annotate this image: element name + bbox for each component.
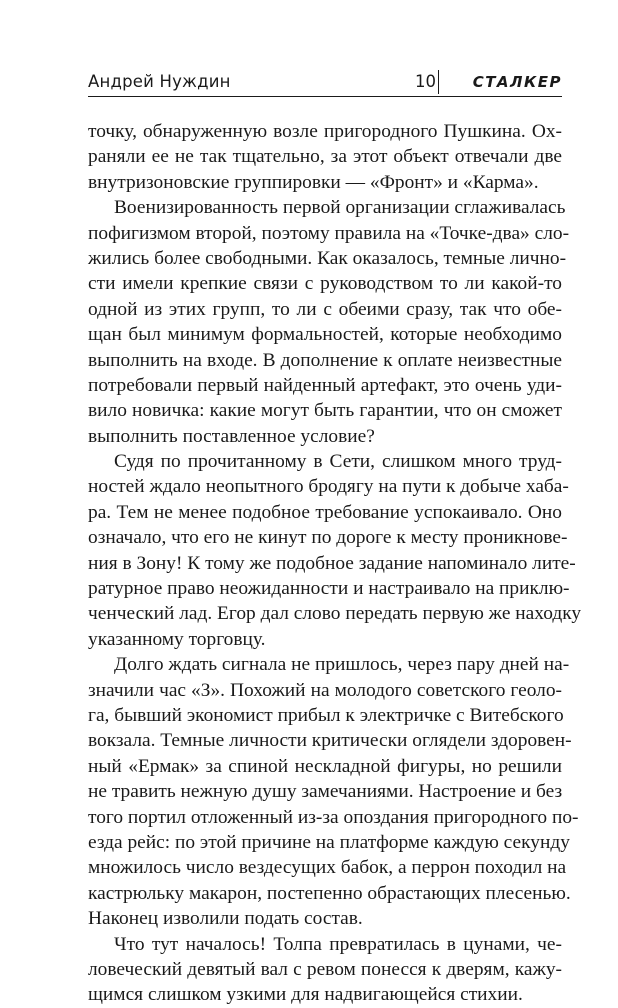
paragraph (88, 449, 582, 652)
text-line: ченческий лад. Егор дал слово передать первую же находку (88, 603, 582, 625)
text-line: вило новичка: какие могут быть гарантии, что он сможет (88, 400, 562, 422)
body-text (88, 119, 582, 1008)
text-line: езда рейс: по этой причине на платформе каждую секунду (88, 831, 570, 853)
paragraph (88, 195, 570, 449)
running-head (88, 70, 562, 94)
text-line: раняли ее не так тщательно, за этот объект отвечали две (88, 146, 562, 168)
text-line: кастрюльку макарон, постепенно обрастающих плесенью. (88, 882, 571, 904)
series-title: СТАЛКЕР (472, 73, 562, 91)
paragraph (88, 119, 562, 195)
text-line: щан был минимум формальностей, которые необходимо (88, 324, 562, 346)
text-line: одной из этих групп, то ли с обеими сразу, так что обе- (88, 298, 562, 320)
text-line: пофигизмом второй, поэтому правила на «Точке-два» сло- (88, 222, 570, 244)
text-line: Долго ждать сигнала не пришлось, через пару дней на- (114, 654, 570, 676)
text-line: Судя по прочитанному в Сети, слишком много труд- (114, 451, 562, 473)
text-line: Что тут началось! Толпа превратилась в цунами, че- (114, 933, 562, 955)
text-line: ратурное право неожиданности и настраивало на приклю- (88, 578, 570, 600)
paragraph (88, 652, 579, 931)
text-line: точку, обнаруженную возле пригородного Пушкина. Ох- (88, 121, 562, 142)
text-line: внутризоновские группировки — «Фронт» и «Карма». (88, 171, 539, 193)
text-line: указанному торговцу. (88, 628, 266, 650)
text-line: щимся слишком узкими для надвигающейся стихии. (88, 984, 523, 1006)
text-line: потребовали первый найденный артефакт, это очень уди- (88, 374, 562, 396)
header-rule (88, 96, 562, 97)
text-line: означало, что его не кинут по дороге к месту проникнове- (88, 527, 568, 549)
text-line: ный «Ермак» за спиной нескладной фигуры, но решили (88, 755, 562, 777)
text-line: Наконец изволили подать состав. (88, 908, 363, 930)
text-line: множилось число вездесущих бабок, а перрон походил на (88, 857, 567, 879)
page-number: 10 (415, 72, 436, 91)
text-line: значили час «З». Похожий на молодого советского геоло- (88, 679, 562, 701)
text-line: жились более свободными. Как оказалось, темные лично- (88, 247, 567, 269)
text-line: ностей ждало неопытного бродягу на пути к добыче хаба- (88, 476, 569, 498)
text-line: ния в Зону! К тому же подобное задание напоминало лите- (88, 552, 576, 574)
text-line: того портил отложенный из-за опоздания пригородного по- (88, 806, 579, 828)
text-line: ра. Тем не менее подобное требование успокаивало. Оно (88, 501, 562, 523)
author-name: Андрей Нуждин (88, 72, 231, 91)
text-line: ловеческий девятый вал с ревом понесся к дверям, кажу- (88, 958, 562, 980)
text-line: га, бывший экономист прибыл к электричке с Витебского (88, 704, 564, 726)
text-line: вокзала. Темные личности критически оглядели здоровен- (88, 730, 572, 752)
text-line: Военизированность первой организации сглаживалась (114, 197, 566, 219)
text-line: сти имели крепкие связи с руководством то ли какой-то (88, 273, 562, 295)
paragraph (88, 932, 562, 1008)
text-line: не травить нежную душу замечаниями. Настроение и без (88, 781, 563, 803)
header-separator (438, 70, 439, 94)
text-line: выполнить на входе. В дополнение к оплате неизвестные (88, 349, 562, 371)
text-line: выполнить поставленное условие? (88, 425, 375, 447)
